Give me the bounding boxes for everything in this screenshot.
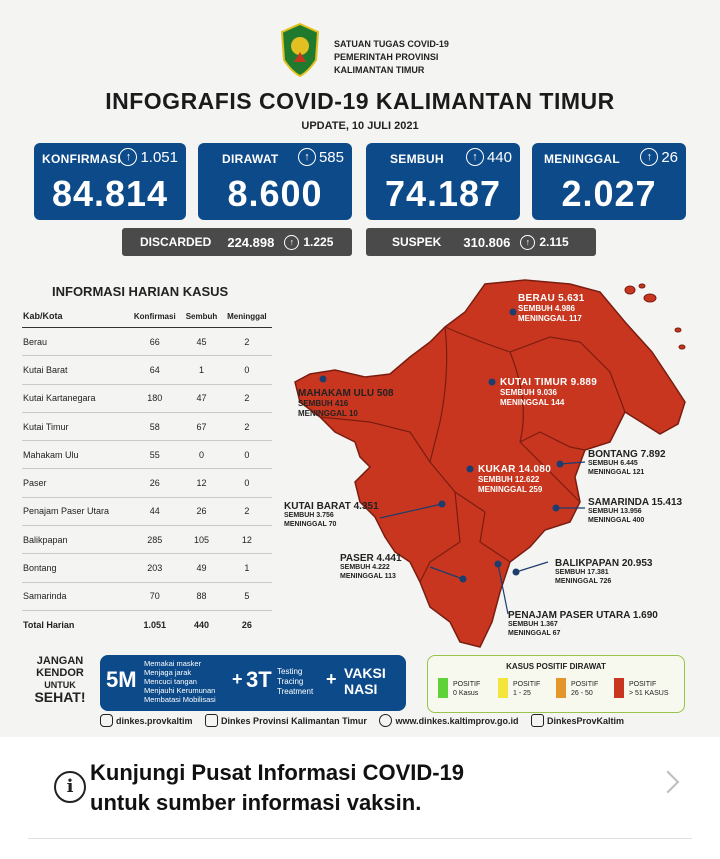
facebook-link [205,714,367,727]
5m-item: Memakai masker [144,659,202,668]
legend-item-line: POSITIF [513,681,541,688]
web-address: www.dinkes.kaltimprov.go.id [395,715,519,726]
map-legend [427,655,685,713]
cell-meninggal: 2 [222,384,272,412]
table-row [22,356,272,384]
youtube-link [531,714,624,727]
cell-meninggal: 12 [222,526,272,554]
facebook-handle: Dinkes Provinsi Kalimantan Timur [221,715,367,726]
covid-info-banner[interactable] [28,738,692,839]
meninggal-increase-value: 26 [661,148,678,166]
plus-sign: + [326,669,337,689]
org-line-1: SATUAN TUGAS COVID-19 [334,39,449,49]
web-link [379,714,518,727]
jangan-word: JANGAN [36,655,84,667]
kutai-barat-meninggal: MENINGGAL 70 [284,521,337,528]
sembuh-total: 74.187 [384,173,502,214]
dirawat-card [198,143,352,220]
bontang-sembuh: SEMBUH 6.445 [588,460,638,467]
column-header: Kab/Kota [22,305,128,328]
increase-arrow-icon: ↑ [466,148,484,166]
untuk-word: UNTUK [44,680,76,690]
cell-konfirmasi: 26 [128,469,181,497]
map-label-mahakam-ulu [298,389,394,419]
kukar-sembuh: SEMBUH 12.622 [478,475,540,484]
suspek-increase: 2.115 [539,235,569,249]
cell-kabkota: Berau [22,328,128,356]
info-banner-line-1: Kunjungi Pusat Informasi COVID-19 [90,760,465,785]
map-label-kutai-barat [284,502,379,529]
table-row [22,526,272,554]
paser-total: PASER 4.441 [340,553,402,564]
map-label-paser [340,554,402,581]
youtube-icon [531,714,544,727]
cell-konfirmasi: 70 [128,582,181,610]
cell-meninggal: 0 [222,441,272,469]
cell-sembuh: 67 [181,412,222,440]
legend-swatch-2 [556,678,566,698]
suspek-total: 310.806 [463,234,511,250]
3t-label: 3T [246,667,272,692]
5m-item: Menjauhi Kerumunan [144,686,216,695]
cell-sembuh: 26 [181,497,222,525]
facebook-icon [205,714,218,727]
vaksi-text: VAKSI [344,665,386,681]
cell-sembuh: 105 [181,526,222,554]
organization-text [334,38,449,77]
plus-sign: + [232,669,243,689]
cell-konfirmasi: 180 [128,384,181,412]
cell-kabkota: Mahakam Ulu [22,441,128,469]
3t-item: Testing [277,667,303,676]
table-row [22,328,272,356]
meninggal-increase [640,148,678,166]
cell-konfirmasi: 55 [128,441,181,469]
cell-sembuh: 47 [181,384,222,412]
sembuh-increase [466,148,512,166]
increase-arrow-icon: ↑ [520,235,535,250]
cell-konfirmasi: 285 [128,526,181,554]
cell-konfirmasi: 66 [128,328,181,356]
dirawat-total: 8.600 [227,173,323,214]
globe-icon [379,714,392,727]
map-label-balikpapan [555,559,652,586]
map-label-kukar [478,465,551,495]
cell-konfirmasi: 58 [128,412,181,440]
legend-item-line: 1 - 25 [513,690,531,697]
cell-konfirmasi: 203 [128,554,181,582]
infographic-title: INFOGRAFIS COVID-19 KALIMANTAN TIMUR [105,88,615,114]
samarinda-total: SAMARINDA 15.413 [588,497,683,508]
dirawat-increase [298,148,344,166]
cell-meninggal: 5 [222,582,272,610]
legend-item-2 [571,680,598,698]
cell-kabkota: Paser [22,469,128,497]
cell-meninggal: 2 [222,412,272,440]
konfirmasi-label: KONFIRMASI [42,152,121,166]
sembuh-increase-value: 440 [486,148,512,166]
legend-item-line: > 51 KASUS [629,690,669,697]
legend-item-line: 0 Kasus [453,690,479,697]
5m-item: Menjaga jarak [144,668,192,677]
map-label-kutai-timur [500,378,597,408]
suspek-label: SUSPEK [392,235,442,249]
cell-sembuh: 45 [181,328,222,356]
mahakam-ulu-sembuh: SEMBUH 416 [298,399,349,408]
info-icon: i [54,771,86,803]
meninggal-card [532,143,686,220]
legend-item-0 [453,680,480,698]
legend-title: KASUS POSITIF DIRAWAT [506,662,606,671]
table-row [22,469,272,497]
table-title: INFORMASI HARIAN KASUS [52,284,229,299]
increase-arrow-icon: ↑ [640,148,658,166]
cell-sembuh: 49 [181,554,222,582]
campaign-banner [100,655,406,711]
cell-meninggal: 2 [222,328,272,356]
legend-item-1 [513,680,540,698]
table-row [22,441,272,469]
table-row [22,554,272,582]
kendor-word: KENDOR [36,667,84,679]
cell-total-label: Total Harian [23,619,75,630]
table-total-row [22,610,272,638]
kutai-timur-sembuh: SEMBUH 9.036 [500,388,557,397]
konfirmasi-card [34,143,186,220]
paser-meninggal: MENINGGAL 113 [340,573,396,580]
5m-item: Membatasi Mobilisasi [144,695,216,704]
cell-meninggal: 2 [222,497,272,525]
cell-kabkota: Penajam Paser Utara [22,497,128,525]
column-header: Sembuh [181,305,222,328]
jangan-kendor-text [30,655,90,703]
5m-list [144,659,216,704]
berau-sembuh: SEMBUH 4.986 [518,304,575,313]
cell-kabkota: Bontang [22,554,128,582]
vaksinasi-label [344,665,386,697]
column-header: Konfirmasi [128,305,181,328]
bontang-meninggal: MENINGGAL 121 [588,469,645,476]
daily-cases-table [22,305,272,638]
5m-label: 5M [106,667,137,692]
cell-meninggal: 0 [222,469,272,497]
increase-arrow-icon: ↑ [284,235,299,250]
youtube-handle: DinkesProvKaltim [547,715,625,726]
cell-sembuh: 12 [181,469,222,497]
instagram-icon [100,714,113,727]
legend-item-3 [629,680,669,698]
cell-konfirmasi: 44 [128,497,181,525]
instagram-handle: dinkes.provkaltim [116,715,193,726]
table-row [22,582,272,610]
update-date: UPDATE, 10 JULI 2021 [301,120,419,132]
cell-meninggal: 1 [222,554,272,582]
suspek-pill [366,228,596,256]
map-label-bontang [588,450,666,477]
provincial-emblem-icon [278,22,322,78]
bontang-total: BONTANG 7.892 [588,449,666,460]
mahakam-ulu-meninggal: MENINGGAL 10 [298,409,358,418]
kutai-barat-sembuh: SEMBUH 3.756 [284,512,334,519]
kutai-timur-meninggal: MENINGGAL 144 [500,398,565,407]
cell-kabkota: Kutai Timur [22,412,128,440]
cell-total-konfirmasi: 1.051 [143,619,167,630]
3t-item: Tracing [277,677,304,686]
konfirmasi-increase [119,148,178,166]
3t-list [277,667,313,697]
org-line-2: PEMERINTAH PROVINSI [334,52,439,62]
legend-swatch-1 [498,678,508,698]
org-line-3: KALIMANTAN TIMUR [334,65,425,75]
samarinda-sembuh: SEMBUH 13.956 [588,508,642,515]
cell-total-sembuh: 440 [193,619,210,630]
cell-meninggal: 0 [222,356,272,384]
table-header-row [22,305,272,328]
sembuh-card [366,143,520,220]
table-row [22,412,272,440]
mahakam-ulu-total: MAHAKAM ULU 508 [298,388,394,399]
cell-konfirmasi: 64 [128,356,181,384]
cell-sembuh: 1 [181,356,222,384]
discarded-pill [122,228,352,256]
kutai-barat-total: KUTAI BARAT 4.351 [284,501,379,512]
paser-sembuh: SEMBUH 4.222 [340,564,390,571]
table-row [22,384,272,412]
increase-arrow-icon: ↑ [298,148,316,166]
legend-item-line: POSITIF [629,681,657,688]
cell-total-meninggal: 26 [241,619,252,630]
legend-swatch-0 [438,678,448,698]
cell-kabkota: Kutai Kartanegara [22,384,128,412]
discarded-increase: 1.225 [303,235,334,249]
column-header: Meninggal [222,305,272,328]
info-banner-text [90,758,610,818]
kukar-total: KUKAR 14.080 [478,464,552,475]
increase-arrow-icon: ↑ [119,148,137,166]
table-row [22,497,272,525]
ppu-total: PENAJAM PASER UTARA 1.690 [508,610,658,621]
dirawat-increase-value: 585 [318,148,344,166]
social-links [100,714,634,729]
samarinda-meninggal: MENINGGAL 400 [588,517,645,524]
map-label-berau [518,294,585,324]
balikpapan-sembuh: SEMBUH 17.381 [555,569,609,576]
cell-kabkota: Balikpapan [22,526,128,554]
dirawat-label: DIRAWAT [222,152,279,166]
5m-item: Mencuci tangan [144,677,197,686]
discarded-total: 224.898 [227,234,275,250]
balikpapan-meninggal: MENINGGAL 726 [555,578,612,585]
chevron-right-icon[interactable] [657,771,680,794]
balikpapan-total: BALIKPAPAN 20.953 [555,558,653,569]
berau-meninggal: MENINGGAL 117 [518,314,582,323]
cell-kabkota: Samarinda [22,582,128,610]
cell-kabkota: Kutai Barat [22,356,128,384]
ppu-sembuh: SEMBUH 1.367 [508,621,558,628]
cell-sembuh: 0 [181,441,222,469]
legend-item-line: 26 - 50 [571,690,593,697]
kutai-timur-total: KUTAI TIMUR 9.889 [500,377,598,388]
map-label-samarinda [588,498,682,525]
map-label-ppu [508,611,658,638]
nasi-text: NASI [344,681,378,697]
discarded-label: DISCARDED [140,235,212,249]
kukar-meninggal: MENINGGAL 259 [478,485,543,494]
sembuh-label: SEMBUH [390,152,444,166]
sehat-word: SEHAT! [34,689,86,705]
ppu-meninggal: MENINGGAL 67 [508,630,561,637]
info-banner-line-2: untuk sumber informasi vaksin. [90,790,422,815]
konfirmasi-total: 84.814 [51,173,169,214]
legend-swatch-3 [614,678,624,698]
instagram-link [100,714,193,727]
konfirmasi-increase-value: 1.051 [140,148,178,166]
berau-total: BERAU 5.631 [518,293,585,304]
meninggal-label: MENINGGAL [544,152,621,166]
cell-sembuh: 88 [181,582,222,610]
meninggal-total: 2.027 [561,173,657,214]
legend-item-line: POSITIF [571,681,599,688]
3t-item: Treatment [277,687,314,696]
legend-item-line: POSITIF [453,681,481,688]
